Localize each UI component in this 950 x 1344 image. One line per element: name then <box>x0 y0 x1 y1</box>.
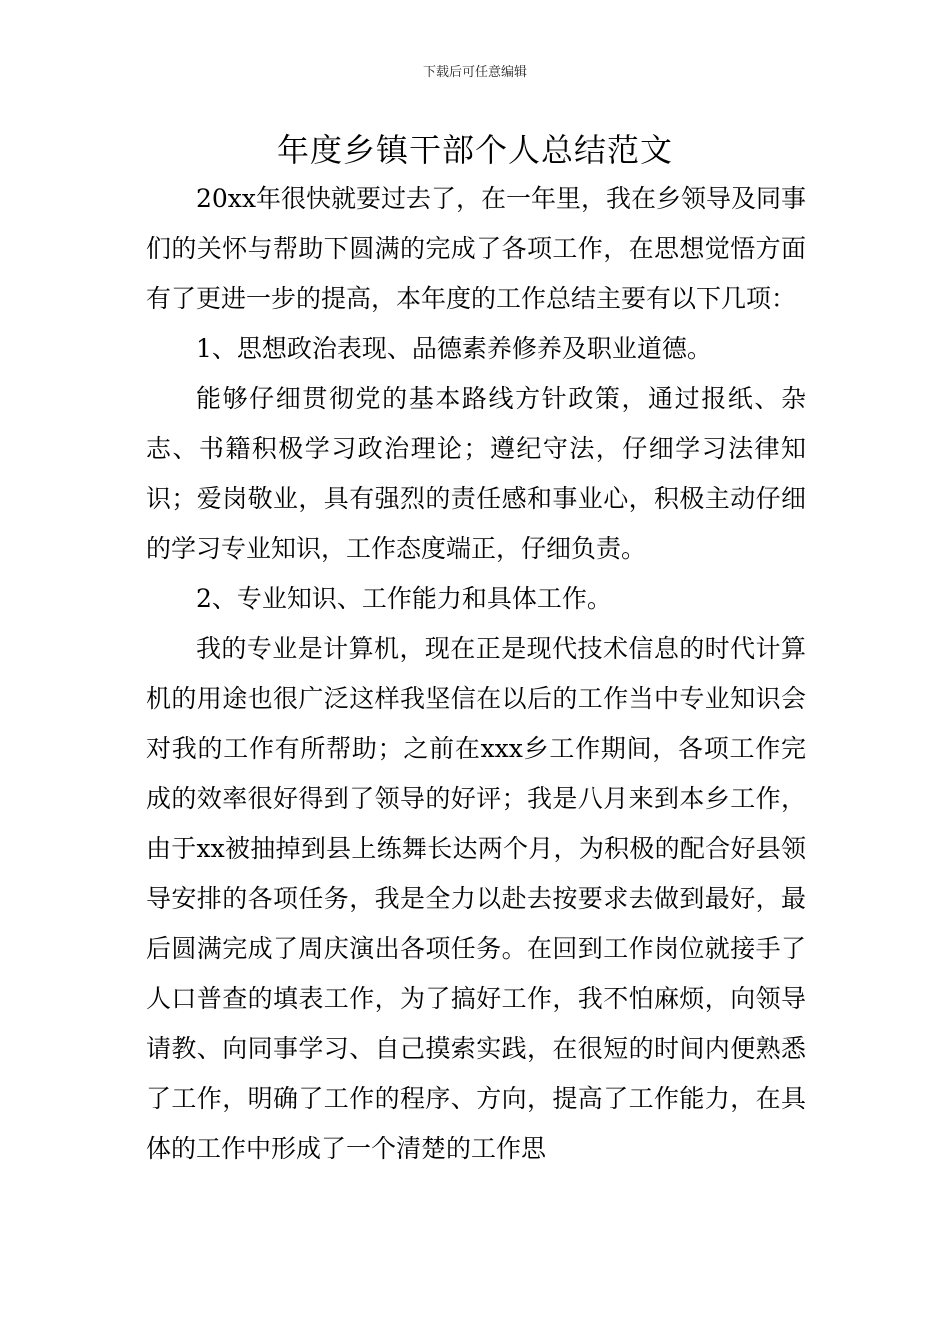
paragraph-intro: 20xx年很快就要过去了，在一年里，我在乡领导及同事们的关怀与帮助下圆满的完成了各项工作，在思想觉悟方面有了更进一步的提高，本年度的工作总结主要有以下几项： <box>146 184 807 313</box>
header-note: 下载后可任意编辑 <box>422 65 527 80</box>
paragraph-section-2: 我的专业是计算机，现在正是现代技术信息的时代计算机的用途也很广泛这样我坚信在以后的工作当中专业知识会对我的工作有所帮助；之前在xxx乡工作期间，各项工作完成的效率很好得到了领导的好评；我是八月来到本乡工作，由于xx被抽掉到县上练舞长达两个月，为积极的配合好县领导安排的各项任务，我是全力以赴去按要求去做到最好，最后圆满完成了周庆演出各项任务。在回到工作岗位就接手了人口普查的填表工作，为了搞好工作，我不怕麻烦，向领导请教、向同事学习、自己摸索实践，在很短的时间内便熟悉了工作，明确了工作的程序、方向，提高了工作能力，在具体的工作中形成了一个清楚的工作思 <box>146 634 806 1163</box>
document-body <box>146 174 806 1174</box>
document-title: 年度乡镇干部个人总结范文 <box>276 131 673 169</box>
paragraph-section-1: 能够仔细贯彻党的基本路线方针政策，通过报纸、杂志、书籍积极学习政治理论；遵纪守法，仔细学习法律知识；爱岗敬业，具有强烈的责任感和事业心，积极主动仔细的学习专业知识，工作态度端正，仔细负责。 <box>146 384 806 563</box>
section-heading-2: 2、专业知识、工作能力和具体工作。 <box>196 584 612 613</box>
section-heading-1: 1、思想政治表现、品德素养修养及职业道德。 <box>196 334 712 363</box>
